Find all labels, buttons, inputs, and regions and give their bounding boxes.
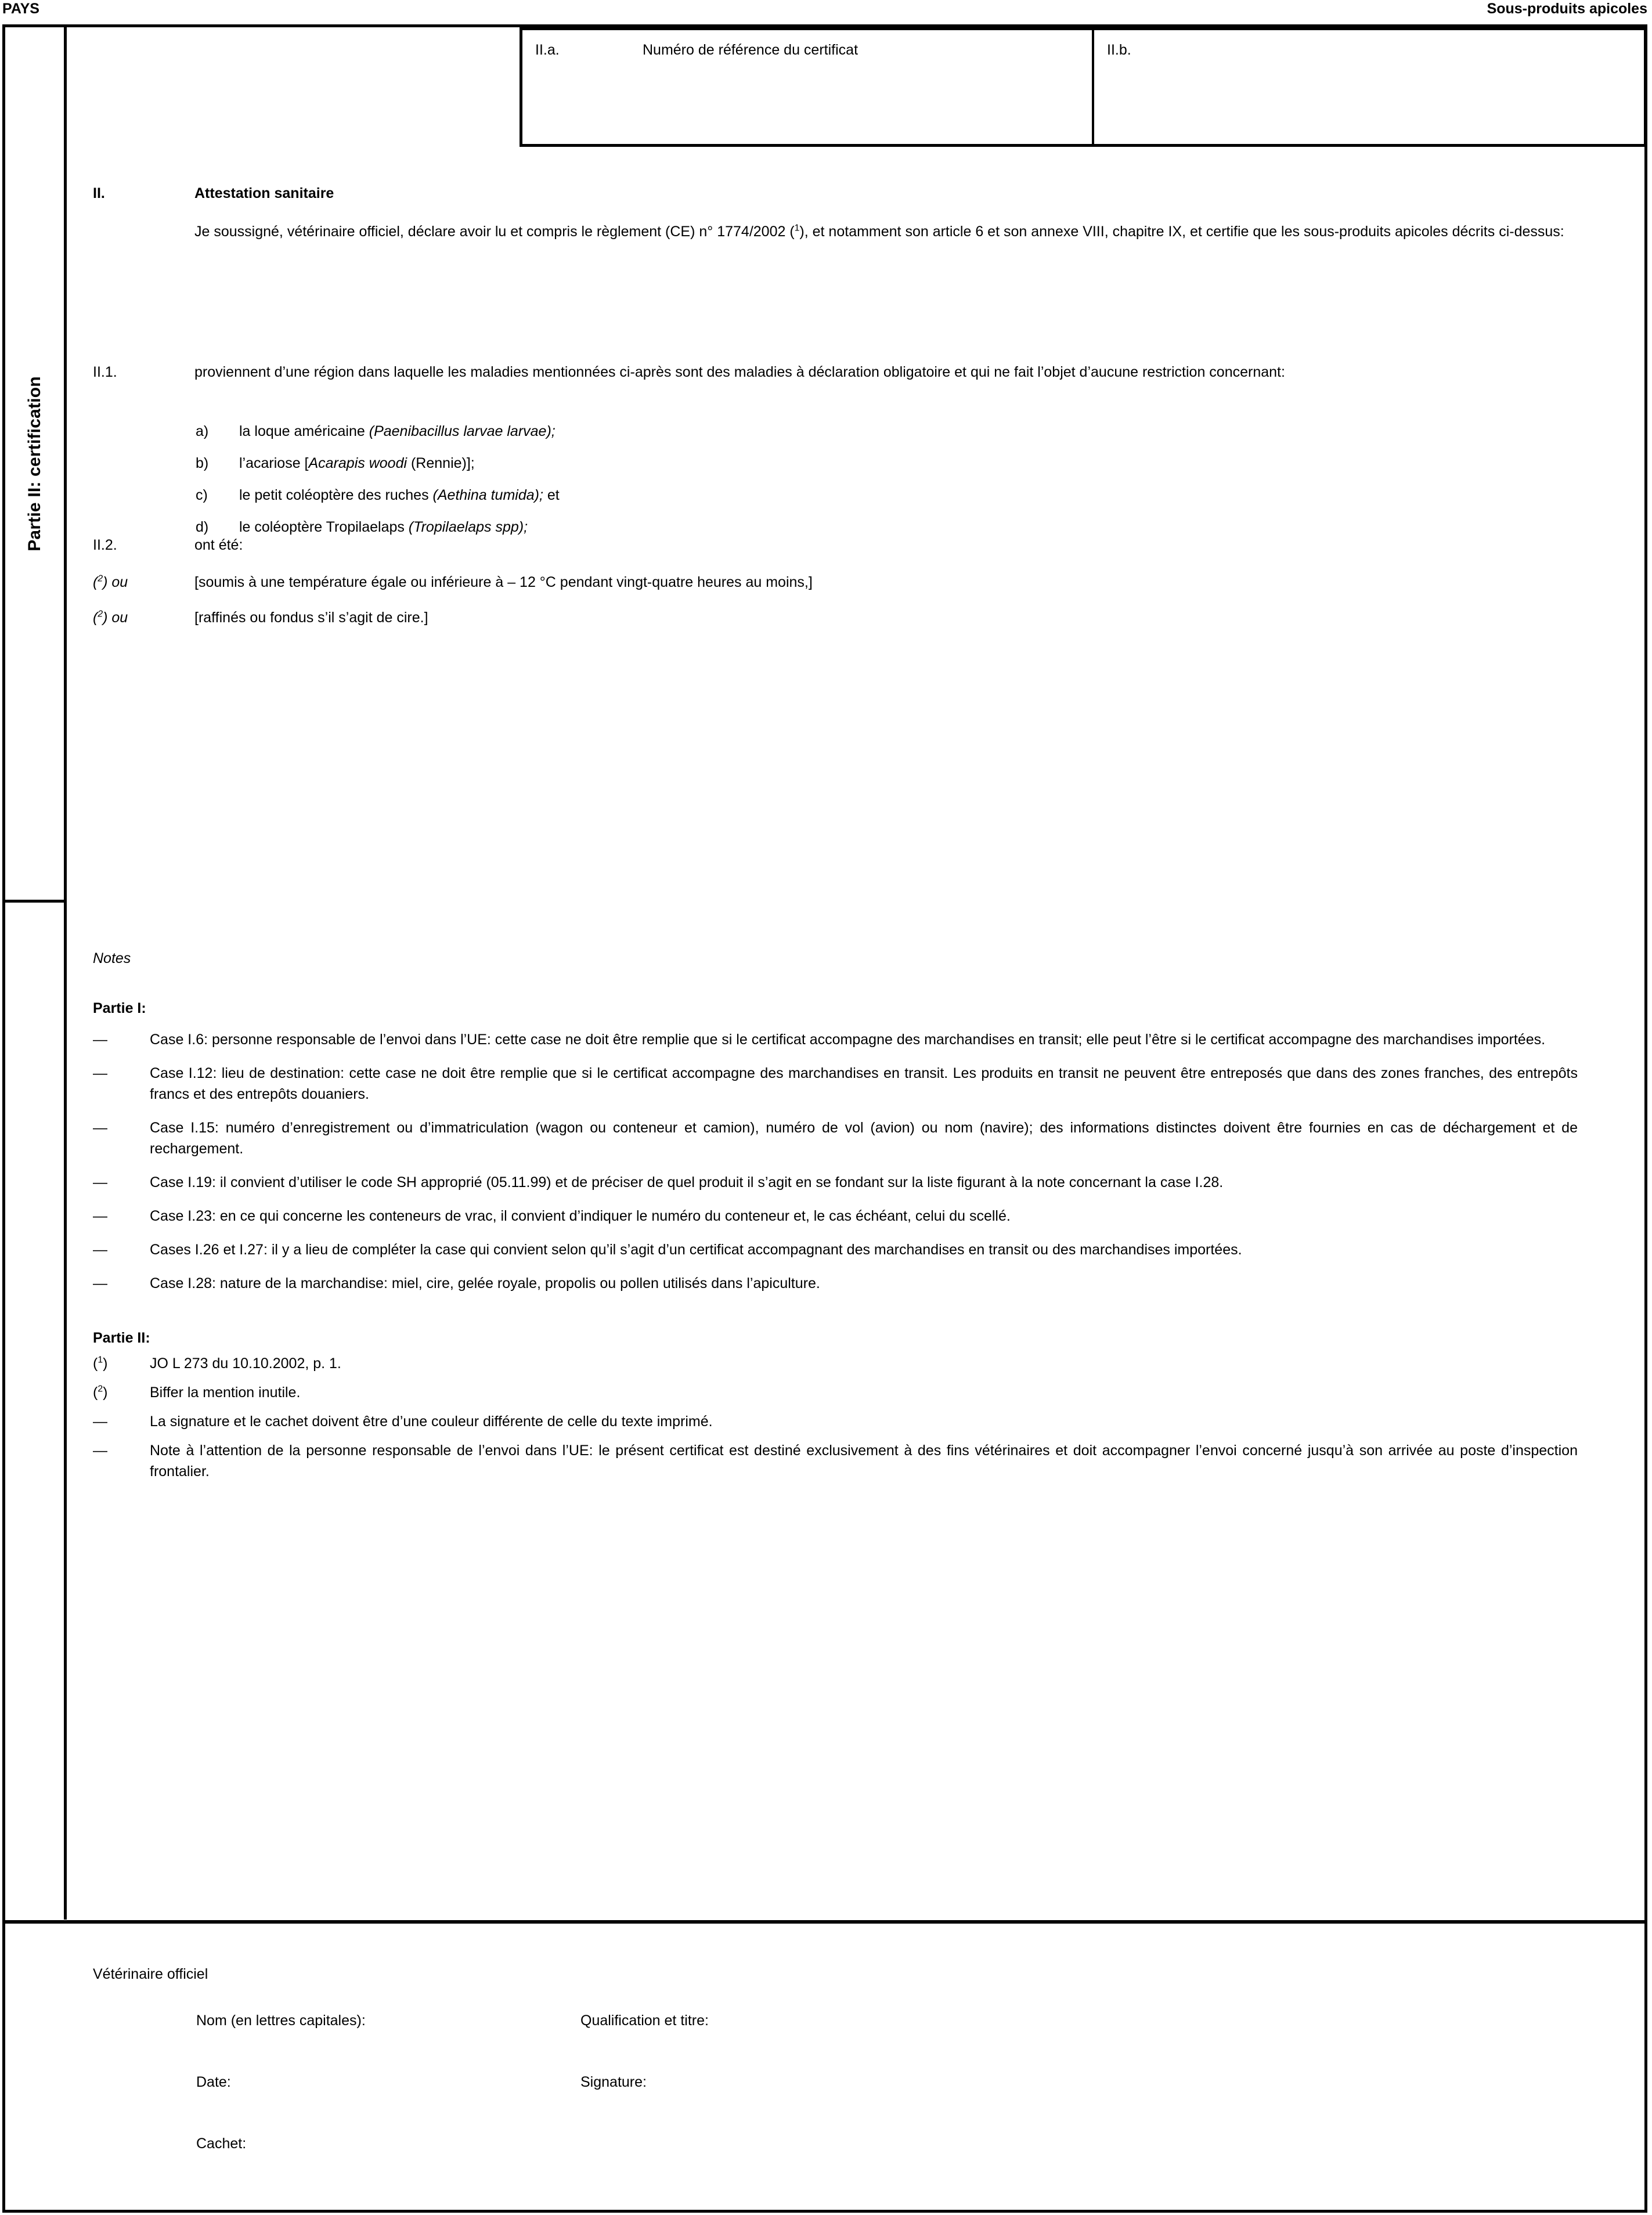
list-item (196, 421, 1589, 442)
disease-b-plain2: (Rennie)]; (407, 455, 475, 471)
qualification-field-label[interactable]: Qualification et titre: (580, 2012, 709, 2029)
signature-row-date (93, 2072, 1602, 2093)
intro-suffix: ), et notamment son article 6 et son annexe VIII, chapitre IX, et certifie que les sous-produits apicoles décrits ci-dessus: (799, 223, 1564, 240)
section-ii-heading (93, 183, 1602, 204)
disease-b-plain1: l’acariose [ (239, 455, 309, 471)
disease-a-italic: (Paenibacillus larvae larvae); (369, 423, 556, 439)
certificate-body (67, 27, 1644, 2210)
note-text: Case I.23: en ce qui concerne les conteneurs de vrac, il convient d’indiquer le numéro du conteneur et, le cas échéant, celui du scellé. (150, 1208, 1011, 1224)
note-footnote-marker: ($^1$) (93, 1355, 108, 1372)
note-item (93, 1353, 1637, 1374)
note-item (93, 1440, 1637, 1482)
note-footnote-number: 2 (98, 1384, 103, 1394)
notes-part1-title: Partie I: (93, 1000, 146, 1016)
note-dash-icon: — (93, 1031, 107, 1048)
notes-part2-title: Partie II: (93, 1330, 150, 1346)
note-dash-icon: — (93, 1174, 107, 1191)
country-header-label: PAYS (2, 1, 39, 17)
note-item (93, 1063, 1637, 1105)
note-text: La signature et le cachet doivent être d’une couleur différente de celle du texte imprimé. (150, 1413, 713, 1430)
disease-c-plain1: le petit coléoptère des ruches (239, 487, 433, 503)
signature-fields-grid (93, 2010, 1602, 2154)
commodity-header-label: Sous-produits apicoles (1487, 1, 1647, 17)
signature-row-name (93, 2010, 1602, 2031)
disease-marker-d: d) (196, 519, 209, 535)
treatment-option-2-footnote: 2 (98, 609, 103, 619)
note-dash-icon: — (93, 1065, 107, 1081)
treatment-option-2-marker: ($^2$) ou (93, 609, 128, 626)
intro-prefix: Je soussigné, vétérinaire officiel, déclare avoir lu et compris le règlement (CE) n° 1774/2002 ( (194, 223, 795, 240)
signature-row-stamp (93, 2133, 1602, 2154)
treatment-option-1-conjunction: ou (111, 574, 128, 590)
section-ii1-marker: II.1. (93, 364, 117, 380)
section-ii-intro (93, 221, 1593, 242)
notes-part1-list (93, 1029, 1637, 1294)
note-dash-icon: — (93, 1413, 107, 1430)
intro-footnote-ref: 1 (794, 223, 800, 233)
list-item (196, 453, 1589, 474)
disease-marker-b: b) (196, 455, 209, 471)
note-dash-icon: — (93, 1208, 107, 1224)
note-footnote-number: 1 (98, 1355, 103, 1365)
note-text: Case I.19: il convient d’utiliser le code SH approprié (05.11.99) et de préciser de quel produit il s’agit en se fondant sur la liste figurant à la note concernant la case I.28. (150, 1174, 1224, 1191)
signature-field-label[interactable]: Signature: (580, 2074, 647, 2090)
note-text: Case I.28: nature de la marchandise: miel, cire, gelée royale, propolis ou pollen utilisés dans l’apiculture. (150, 1275, 820, 1292)
note-text: JO L 273 du 10.10.2002, p. 1. (150, 1355, 341, 1372)
note-dash-icon: — (93, 1275, 107, 1292)
section-ii2 (93, 535, 1593, 555)
certificate-frame (2, 24, 1647, 2213)
disease-text-c (239, 485, 560, 506)
note-text: Note à l’attention de la personne responsable de l’envoi dans l’UE: le présent certificat est destiné exclusivement à des fins vétérinaires et doit accompagner l’envoi concerné jusqu’à son arrivée au poste d’inspection frontalier. (150, 1442, 1578, 1480)
section-ii1 (93, 362, 1593, 383)
note-text: Case I.6: personne responsable de l’envoi dans l’UE: cette case ne doit être remplie que si le certificat accompagne des marchandises en transit; elle peut l’être si le certificat accompagne des marchandises importées. (150, 1031, 1546, 1048)
disease-c-italic: (Aethina tumida); (432, 487, 543, 503)
section-ii2-text: ont été: (194, 537, 243, 553)
certificate-reference-row (520, 27, 1647, 147)
section-ii2-marker: II.2. (93, 537, 117, 553)
name-field-label[interactable]: Nom (en lettres capitales): (196, 2012, 366, 2029)
part-ii-spine-column (5, 27, 67, 903)
treatment-option-list (93, 572, 1593, 643)
notes-part2-list (93, 1353, 1637, 1482)
field-code-ii-a: II.a. (535, 42, 560, 58)
note-dash-icon: — (93, 1120, 107, 1136)
page-header (0, 0, 1652, 20)
disease-a-plain1: la loque américaine (239, 423, 369, 439)
note-text: Biffer la mention inutile. (150, 1384, 301, 1401)
disease-marker-a: a) (196, 423, 209, 439)
list-item (196, 485, 1589, 506)
treatment-option-row[interactable] (93, 572, 1593, 593)
section-ii-intro-text (194, 221, 1593, 242)
spine-label: Partie II: certification (24, 376, 44, 551)
note-item (93, 1273, 1637, 1294)
note-item (93, 1029, 1637, 1050)
treatment-option-1-text: [soumis à une température égale ou inférieure à – 12 °C pendant vingt-quatre heures au moins,] (194, 574, 813, 590)
note-text: Case I.15: numéro d’enregistrement ou d’immatriculation (wagon ou conteneur et camion), numéro de vol (avion) ou nom (navire); des informations distinctes doivent être fournies en cas de déchargement et de rechargement. (150, 1120, 1578, 1157)
disease-d-italic: (Tropilaelaps spp); (408, 519, 528, 535)
treatment-option-1-marker: ($^2$) ou (93, 573, 128, 590)
treatment-option-row[interactable] (93, 607, 1593, 628)
note-text: Case I.12: lieu de destination: cette case ne doit être remplie que si le certificat accompagne des marchandises en transit. Les produits en transit ne peuvent être entreposés que dans des zones franches, des entrepôts francs et des entrepôts douaniers. (150, 1065, 1578, 1102)
note-dash-icon: — (93, 1442, 107, 1459)
disease-marker-c: c) (196, 487, 208, 503)
notes-title: Notes (93, 950, 131, 966)
note-item (93, 1382, 1637, 1403)
disease-c-plain2: et (543, 487, 560, 503)
note-item (93, 1411, 1637, 1432)
disease-text-a (239, 421, 556, 442)
note-item (93, 1117, 1637, 1159)
disease-b-italic: Acarapis woodi (308, 455, 407, 471)
section-ii-marker: II. (93, 185, 105, 201)
note-item (93, 1239, 1637, 1260)
field-code-ii-b: II.b. (1107, 42, 1131, 58)
disease-list (196, 421, 1589, 549)
official-veterinarian-label: Vétérinaire officiel (93, 1966, 208, 1982)
disease-d-plain1: le coléoptère Tropilaelaps (239, 519, 409, 535)
date-field-label[interactable]: Date: (196, 2074, 231, 2090)
stamp-field-label[interactable]: Cachet: (196, 2135, 247, 2152)
signature-block (93, 1964, 1602, 2195)
note-footnote-marker: ($^2$) (93, 1384, 108, 1401)
certificate-reference-secondary-cell[interactable] (1094, 30, 1644, 144)
note-item (93, 1172, 1637, 1193)
certificate-reference-number-cell[interactable] (522, 30, 1094, 144)
certificate-reference-number-label: Numéro de référence du certificat (643, 42, 859, 58)
note-text: Cases I.26 et I.27: il y a lieu de compléter la case qui convient selon qu’il s’agit d’un certificat accompagnant des marchandises en transit ou des marchandises importées. (150, 1242, 1242, 1258)
treatment-option-1-footnote: 2 (98, 573, 103, 584)
section-ii1-text: proviennent d’une région dans laquelle les maladies mentionnées ci-après sont des maladies à déclaration obligatoire et qui ne fait l’objet d’aucune restriction concernant: (194, 364, 1285, 380)
disease-text-b (239, 453, 475, 474)
section-ii-title: Attestation sanitaire (194, 185, 334, 201)
note-dash-icon: — (93, 1242, 107, 1258)
treatment-option-2-text: [raffinés ou fondus s’il s’agit de cire.] (194, 609, 428, 626)
notes-section (93, 948, 1637, 1490)
treatment-option-2-conjunction: ou (111, 609, 128, 626)
signature-divider (5, 1920, 1644, 1924)
note-item (93, 1206, 1637, 1226)
